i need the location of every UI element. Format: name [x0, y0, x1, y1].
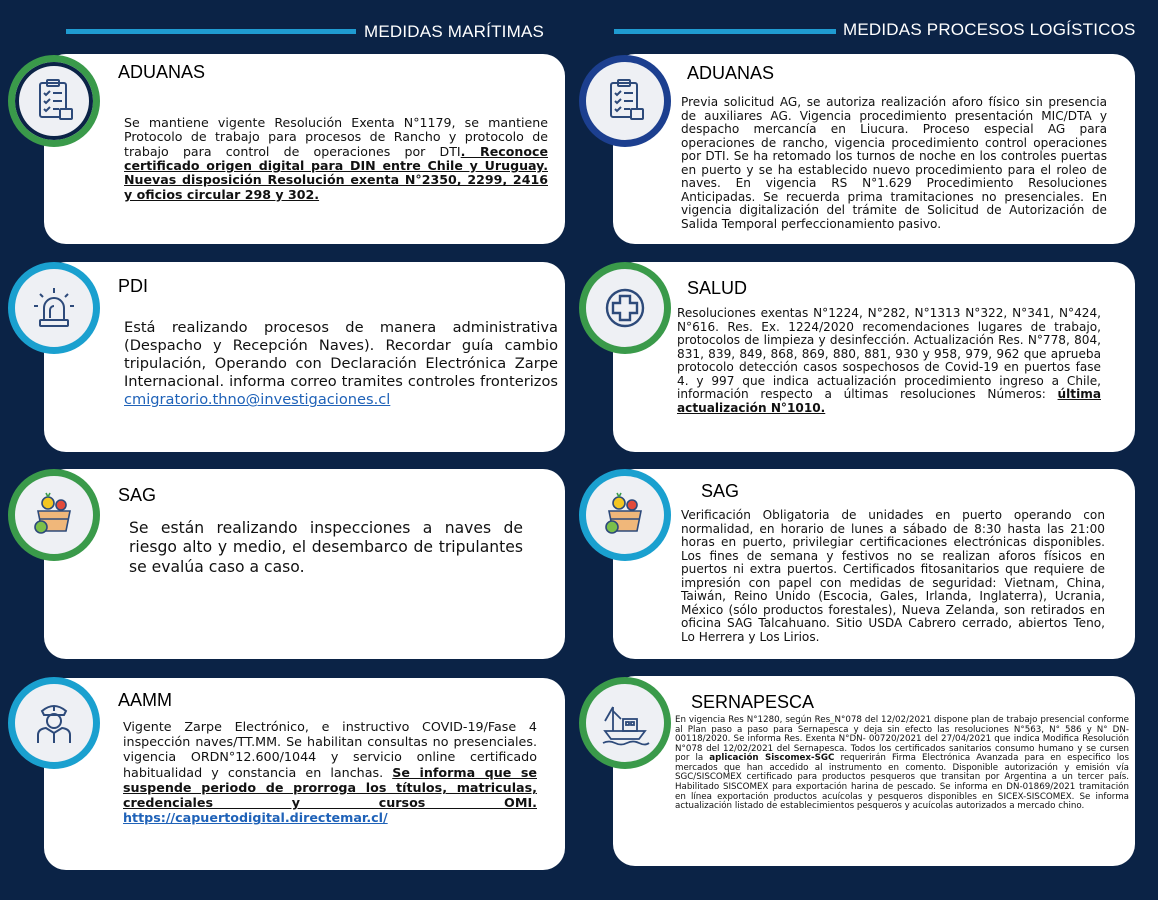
card-text: Está realizando procesos de manera administrativa (Despacho y Recepción Naves). Recordar guía cambio tripulación, Operando con Declaración Electrónica Zarpe Internacional. informa correo tramites controles fronterizos cmigratorio.thno@investigaciones.cl — [124, 319, 558, 409]
naval-officer-icon — [28, 697, 80, 749]
icon-right-sernapesca — [579, 677, 671, 769]
fishing-ship-icon — [599, 697, 651, 749]
card-title: ADUANAS — [118, 62, 206, 82]
health-cross-icon — [599, 282, 651, 334]
icon-right-salud — [579, 262, 671, 354]
produce-basket-icon — [599, 489, 651, 541]
left-header-bar — [66, 29, 356, 34]
card-text: Se mantiene vigente Resolución Exenta N°1179, se mantiene Protocolo de trabajo para procesos de Rancho y protocolo de trabajo para control de operaciones por DTI. Reconoce certificado origen digital para DIN entre Chile y Uruguay. Nuevas disposición Resolución exenta N°2350, 2299, 2416 y oficios circular 298 y 302. — [124, 115, 548, 202]
email-link[interactable]: cmigratorio.thno@investigaciones.cl — [124, 391, 391, 409]
card-title: SAG — [701, 481, 740, 501]
icon-left-aamm — [8, 677, 100, 769]
icon-left-aduanas — [8, 55, 100, 147]
siren-icon — [28, 282, 80, 334]
card-text: Verificación Obligatoria de unidades en puerto operando con normalidad, en horario de lunes a sábado de 8:30 hasta las 21:00 horas en puerto, privilegiar certificaciones electrónicas disponibles. Los fines de semana y festivos no se realizan aforos físicos en puertos ni extra puertos. Certificados fitosanitarios que requiere de impresión con papel con medidas de seguridad: Vietnam, China, Taiwán, Reino Unido (Escocia, Gales, Irlanda, Inglaterra), Ucrania, México (sólo productos forestales), Nueva Zelanda, son retirados en oficina SAG Talcahuano. Sitio USDA Cabrero cerrado, abiertos Teno, Lo Herrera y Los Lirios. — [681, 508, 1105, 644]
card-title: AAMM — [118, 690, 172, 710]
card-text: Vigente Zarpe Electrónico, e instructivo COVID-19/Fase 4 inspección naves/TT.MM. Se habilitan consultas no presenciales. vigencia ORDN°12.600/1044 y servicio online certificado habitualidad y constancia en lanchas. Se informa que se suspende periodo de prorroga los títulos, matriculas, credenciales y cursos OMI. https://capuertodigital.directemar.cl/ — [123, 719, 537, 826]
card-left-aduanas — [44, 54, 565, 244]
card-text: Previa solicitud AG, se autoriza realización aforo físico sin presencia de auxiliares AG. Vigencia procedimiento presentación MIC/DTA y despacho mercancía en Liucura. Proceso especial AG para operaciones de rancho, vigencia procedimiento control operaciones por DTI. Se ha retomado los turnos de noche en los controles puertas en puerto y se ha establecido nuevo procedimiento para el roleo de naves. En vigencia RS N°1.629 Procedimiento Resoluciones Anticipadas. Se recuerda prima tramitaciones no presenciales. En vigencia digitalización del trámite de Solicitud de Autorización de Salida Temporal perfeccionamiento pasivo. — [681, 95, 1107, 231]
right-header-title: MEDIDAS PROCESOS LOGÍSTICOS — [843, 20, 1136, 39]
icon-right-sag — [579, 469, 671, 561]
left-header-title: MEDIDAS MARÍTIMAS — [364, 22, 545, 41]
right-header-bar — [614, 29, 836, 34]
card-right-sernapesca — [613, 676, 1135, 866]
card-text: En vigencia Res N°1280, según Res_N°078 del 12/02/2021 dispone plan de trabajo presencial conforme al Plan paso a paso para Sernapesca y deja sin efecto las resoluciones N°563, N° 586 y N° DN- 00118/2020. Se informa Res. Exenta N°DN- 00720/2021 del 27/04/2021 que indica Modifica Resolución N°078 del 12/02/2021 del Sernapesca. Todos los certificados sanitarios consumo humano y se cursen por la aplicación Siscomex-SGC requerirán Firma Electrónica Avanzada para en especifico los mercados que han accedido al instrumento en comento. Disponible autorización y emisión vía SGC/SISCOMEX certificado para productos pesqueros que transitan por Argentina a un tercer país. Habilitado SISCOMEX para exportación harina de pescado. Se informa en DN-01869/2021 tramitación en línea exportación productos acuícolas y pesqueros disponibles en SICEX-SISCOMEX. Se informa actualización listado de establecimientos pesqueros y acuícolas autorizados a mercado chino. — [675, 715, 1129, 812]
card-title: SALUD — [687, 278, 748, 298]
icon-left-sag — [8, 469, 100, 561]
produce-basket-icon — [28, 489, 80, 541]
card-left-pdi — [44, 262, 565, 452]
card-text: Resoluciones exentas N°1224, N°282, N°1313 N°322, N°341, N°424, N°616. Res. Ex. 1224/2020 recomendaciones lugares de trabajo, protocolos de limpieza y desinfección. Actualización Res. N°778, 804, 831, 839, 849, 868, 869, 880, 881, 930 y 958, 979, 962 que aprueba protocolo detección casos sospechosos de Covid-19 en puertos fase 4. y 997 que indica actualización procedimiento ingreso a Chile, información respecto a últimas resoluciones Números: última actualización N°1010. — [677, 306, 1101, 415]
card-left-aamm — [44, 678, 565, 870]
card-title: ADUANAS — [687, 63, 775, 83]
customs-clipboard-icon — [28, 75, 80, 127]
capuerto-link[interactable]: https://capuertodigital.directemar.cl/ — [123, 810, 388, 826]
customs-clipboard-icon — [599, 75, 651, 127]
card-title: SAG — [118, 485, 157, 505]
card-right-salud — [613, 262, 1135, 452]
card-right-aduanas — [613, 54, 1135, 244]
card-title: SERNAPESCA — [691, 692, 815, 712]
card-title: PDI — [118, 276, 149, 296]
card-right-sag — [613, 469, 1135, 659]
card-left-sag — [44, 469, 565, 659]
icon-right-aduanas — [579, 55, 671, 147]
icon-left-pdi — [8, 262, 100, 354]
card-text: Se están realizando inspecciones a naves de riesgo alto y medio, el desembarco de tripulantes se evalúa caso a caso. — [129, 519, 523, 576]
